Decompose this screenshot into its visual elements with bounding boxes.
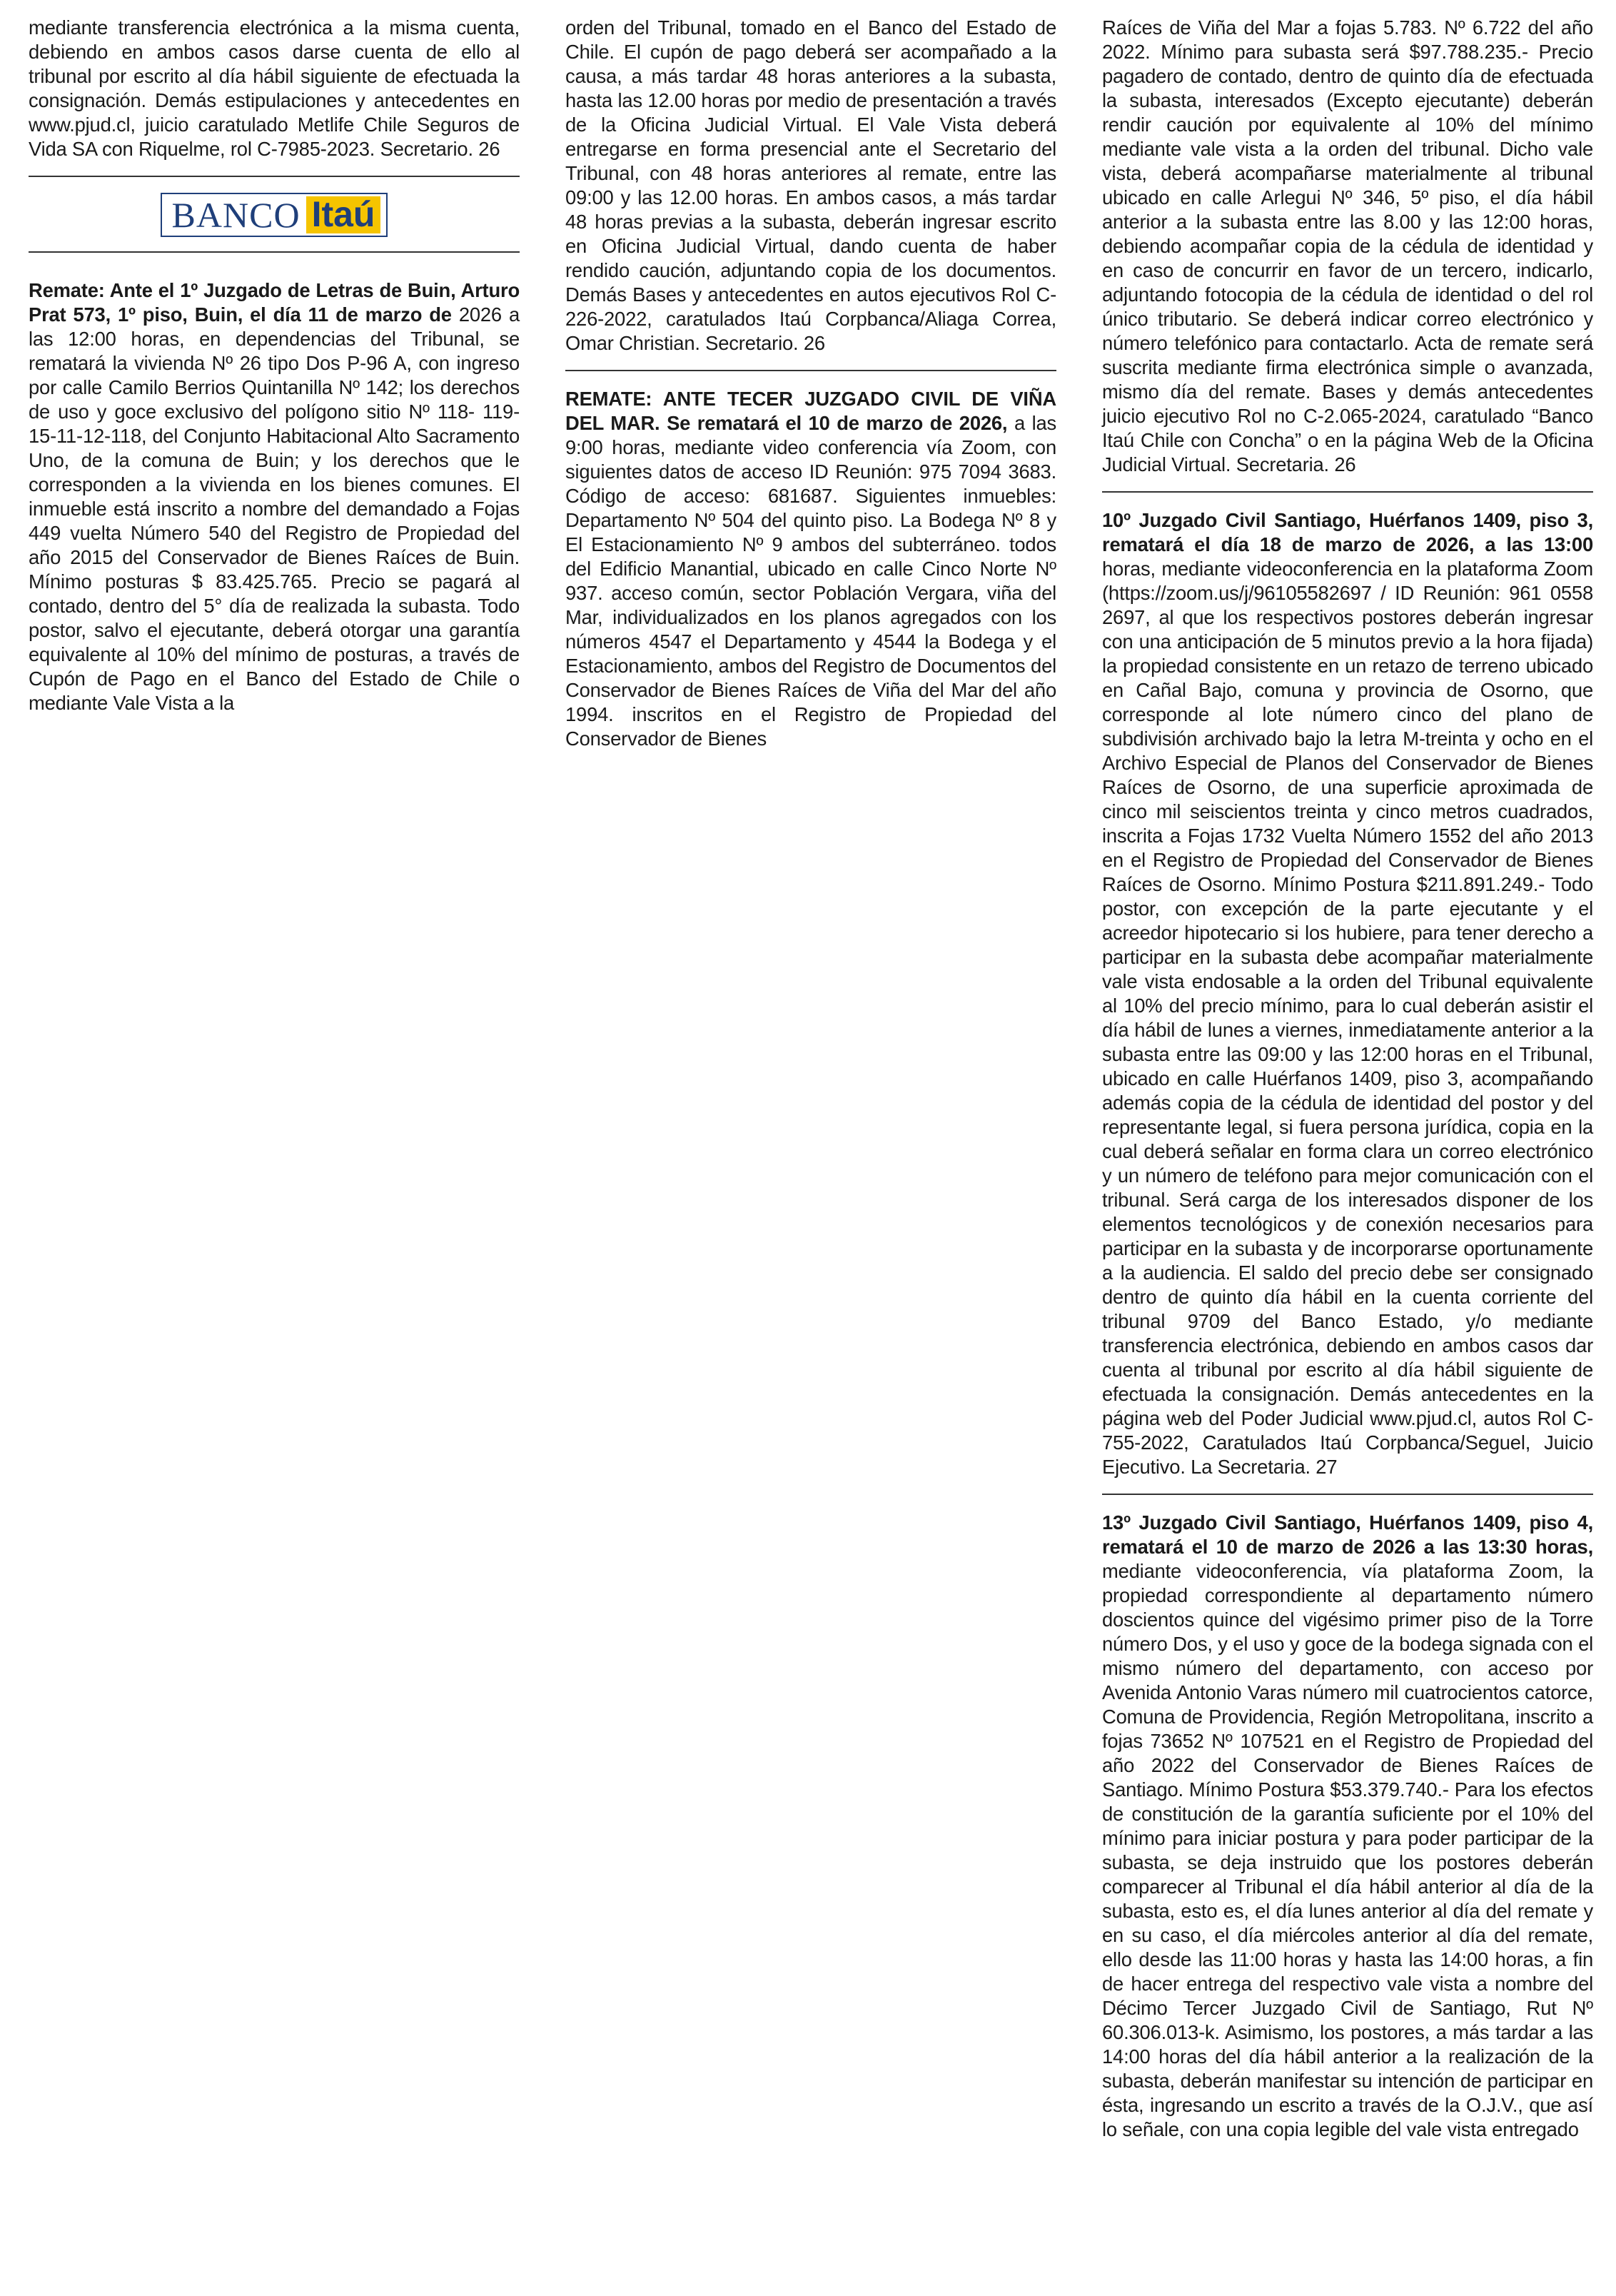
divider: [1102, 491, 1593, 493]
classifieds-page: [29, 16, 1593, 2279]
notice-metlife-continuation: [29, 16, 520, 161]
notice-text: Raíces de Viña del Mar a fojas 5.783. Nº 6.722 del año 2022. Mínimo para subasta será $97.788.235.- Precio pagadero de contado, dentro de quinto día de efectuada la subasta, interesados (Excepto ejecutante) deberán rendir caución por equivalente al 10% del mínimo mediante vale vista a la orden del tribunal. Dicho vale vista, deberá acompañarse materialmente al tribunal ubicado en calle Arlegui Nº 346, 5º piso, el día hábil anterior a la subasta entre las 8.00 y las 12:00 horas, debiendo acompañar copia de la cédula de identidad y en caso de concurrir en favor de un tercero, indicarlo, adjuntando fotocopia de la cédula de identidad o del rol único tributario. Se deberá indicar correo electrónico y número telefónico para contactarlo. Acta de remate será suscrita mediante firma electrónica simple o avanzada, mismo día del remate. Bases y demás antecedentes juicio ejecutivo Rol no C-2.065-2024, caratulado “Banco Itaú Chile con Concha” o en la página Web de la Oficina Judicial Virtual. Secretaria. 26: [1102, 16, 1593, 475]
logo-itau-text: Itaú: [306, 196, 381, 233]
column-1: [29, 16, 520, 2279]
column-2: [565, 16, 1056, 2279]
notice-remate-buin: [29, 278, 520, 715]
notice-lead: Remate: Ante el 1º Juzgado de Letras de Buin, Arturo Prat 573, 1º piso, Buin, el día 11 de marzo de: [29, 279, 520, 326]
notice-text: horas, mediante videoconferencia en la plataforma Zoom (https://zoom.us/j/96105582697 / ID Reunión: 961 0558 2697, al que los respectivos postores deberán ingresar con una anticipación de 5 minutos previo a la hora fijada) la propiedad consistente en un retazo de terreno ubicado en Cañal Bajo, comuna y provincia de Osorno, que corresponde al lote número cinco del plano de subdivisión archivado bajo la letra M-treinta y ocho en el Archivo Especial de Planos del Conservador de Bienes Raíces de Osorno, de una superficie aproximada de cinco mil seiscientos treinta y cinco metros cuadrados, inscrita a Fojas 1732 Vuelta Número 1552 del año 2013 en el Registro de Propiedad del Conservador de Bienes Raíces de Osorno. Mínimo Postura $211.891.249.- Todo postor, con excepción de la parte ejecutante y el acreedor hipotecario si los hubiere, para tener derecho a participar en la subasta debe acompañar materialmente vale vista endosable a la orden del Tribunal equivalente al 10% del precio mínimo, para lo cual deberán asistir el día hábil de lunes a viernes, inmediatamente anterior a la subasta entre las 09:00 y las 12:00 horas en el Tribunal, ubicado en calle Huérfanos 1409, piso 3, acompañando además copia de la cédula de identidad del postor y del representante legal, si fuera persona jurídica, copia en la cual deberá señalar en forma clara un correo electrónico y un número de teléfono para mejor comunicación con el tribunal. Será carga de los interesados disponer de los elementos tecnológicos y de conexión necesarios para participar en la subasta y de incorporarse oportunamente a la audiencia. El saldo del precio debe ser consignado dentro de quinto día hábil en la cuenta corriente del tribunal 9709 del Banco Estado, y/o mediante transferencia electrónica, debiendo en ambos casos dar cuenta al tribunal por escrito al día hábil siguiente de efectuada la consignación. Demás antecedentes en la página web del Poder Judicial www.pjud.cl, autos Rol C-755-2022, Caratulados Itaú Corpbanca/Seguel, Juicio Ejecutivo. La Secretaria. 27: [1102, 558, 1593, 1478]
notice-text: orden del Tribunal, tomado en el Banco del Estado de Chile. El cupón de pago deberá ser acompañado a la causa, a más tardar 48 horas anteriores a la subasta, hasta las 12.00 horas por medio de presentación a través de la Oficina Judicial Virtual. El Vale Vista deberá entregarse en forma presencial ante el Secretario del Tribunal, con 48 horas anteriores al remate, entre las 09:00 y las 12.00 horas. En ambos casos, a más tardar 48 horas previas a la subasta, deberán ingresar escrito en Oficina Judicial Virtual, dando cuenta de haber rendido caución, adjuntando copia de los documentos. Demás Bases y antecedentes en autos ejecutivos Rol C-226-2022, caratulados Itaú Corpbanca/Aliaga Correa, Omar Christian. Secretario. 26: [565, 16, 1056, 354]
notice-lead: 10º Juzgado Civil Santiago, Huérfanos 1409, piso 3, rematará el día 18 de marzo de 2026, a las 13:00: [1102, 509, 1593, 555]
notice-10-juzgado-santiago: [1102, 508, 1593, 1479]
notice-lead: 13º Juzgado Civil Santiago, Huérfanos 1409, piso 4, rematará el 10 de marzo de 2026 a las 13:30 horas,: [1102, 1511, 1593, 1558]
notice-aliaga-continuation: [565, 16, 1056, 356]
divider: [1102, 1494, 1593, 1495]
notice-text: mediante transferencia electrónica a la misma cuenta, debiendo en ambos casos darse cuenta de ello al tribunal por escrito al día hábil siguiente de efectuada la consignación. Demás estipulaciones y antecedentes en www.pjud.cl, juicio caratulado Metlife Chile Seguros de Vida SA con Riquelme, rol C-7985-2023. Secretario. 26: [29, 16, 520, 160]
notice-lead: REMATE: ANTE TECER JUZGADO CIVIL DE VIÑA DEL MAR. Se rematará el 10 de marzo de 2026,: [565, 388, 1056, 434]
notice-13-juzgado-santiago: [1102, 1511, 1593, 2142]
notice-vina-continuation: [1102, 16, 1593, 477]
divider: [565, 370, 1056, 371]
divider: [29, 251, 520, 253]
divider: [29, 176, 520, 177]
notice-text: mediante videoconferencia, vía plataforma Zoom, la propiedad correspondiente al departamento número doscientos quince del vigésimo primer piso de la Torre número Dos, y el uso y goce de la bodega signada con el mismo número del departamento, con acceso por Avenida Antonio Varas número mil cuatrocientos catorce, Comuna de Providencia, Región Metropolitana, inscrito a fojas 73652 Nº 107521 en el Registro de Propiedad del año 2022 del Conservador de Bienes Raíces de Santiago. Mínimo Postura $53.379.740.- Para los efectos de constitución de la garantía suficiente por el 10% del mínimo para iniciar postura y para poder participar de la subasta, se deja instruido que los postores deberán comparecer al Tribunal el día hábil anterior al día de la subasta, esto es, el día lunes anterior al día del remate y en su caso, el día miércoles anterior al día del remate, ello desde las 11:00 horas y hasta las 14:00 horas, a fin de hacer entrega del respectivo vale vista a nombre del Décimo Tercer Juzgado Civil de Santiago, Rut Nº 60.306.013-k. Asimismo, los postores, a más tardar a las 14:00 horas del día hábil anterior a la realización de la subasta, deberán manifestar su intención de participar en ésta, ingresando un escrito a través de la O.J.V., que así lo señale, con una copia legible del vale vista entregado: [1102, 1560, 1593, 2140]
notice-text: 2026 a las 12:00 horas, en dependencias del Tribunal, se rematará la vivienda Nº 26 tipo Dos P-96 A, con ingreso por calle Camilo Berrios Quintanilla Nº 142; los derechos de uso y goce exclusivo del polígono sitio Nº 118- 119-15-11-12-118, del Conjunto Habitacional Alto Sacramento Uno, de la comuna de Buin; y los derechos que le corresponden a la vivienda en los bienes comunes. El inmueble está inscrito a nombre del demandado a Fojas 449 vuelta Número 540 del Registro de Propiedad del año 2015 del Conservador de Bienes Raíces de Buin. Mínimo posturas $ 83.425.765. Precio se pagará al contado, dentro del 5° día de realizada la subasta. Todo postor, salvo el ejecutante, deberá otorgar una garantía equivalente al 10% del mínimo de posturas, a través de Cupón de Pago en el Banco del Estado de Chile o mediante Vale Vista a la: [29, 303, 520, 714]
notice-text: a las 9:00 horas, mediante video conferencia vía Zoom, con siguientes datos de acceso ID Reunión: 975 7094 3683. Código de acceso: 681687. Siguientes inmuebles: Departamento Nº 504 del quinto piso. La Bodega Nº 8 y El Estacionamiento Nº 9 ambos del subterráneo. todos del Edificio Manantial, ubicado en calle Cinco Norte Nº 937. acceso común, sector Población Vergara, viña del Mar, individualizados en los planos agregados con los números 4547 el Departamento y 4544 la Bodega y el Estacionamiento, ambos del Registro de Documentos del Conservador de Bienes Raíces de Viña del Mar del año 1994. inscritos en el Registro de Propiedad del Conservador de Bienes: [565, 412, 1056, 750]
notice-remate-vina: [565, 387, 1056, 751]
logo-banco-text: BANCO: [171, 195, 301, 235]
column-3: [1102, 16, 1593, 2279]
banco-itau-logo: [161, 193, 388, 237]
logo-area: [29, 193, 520, 237]
